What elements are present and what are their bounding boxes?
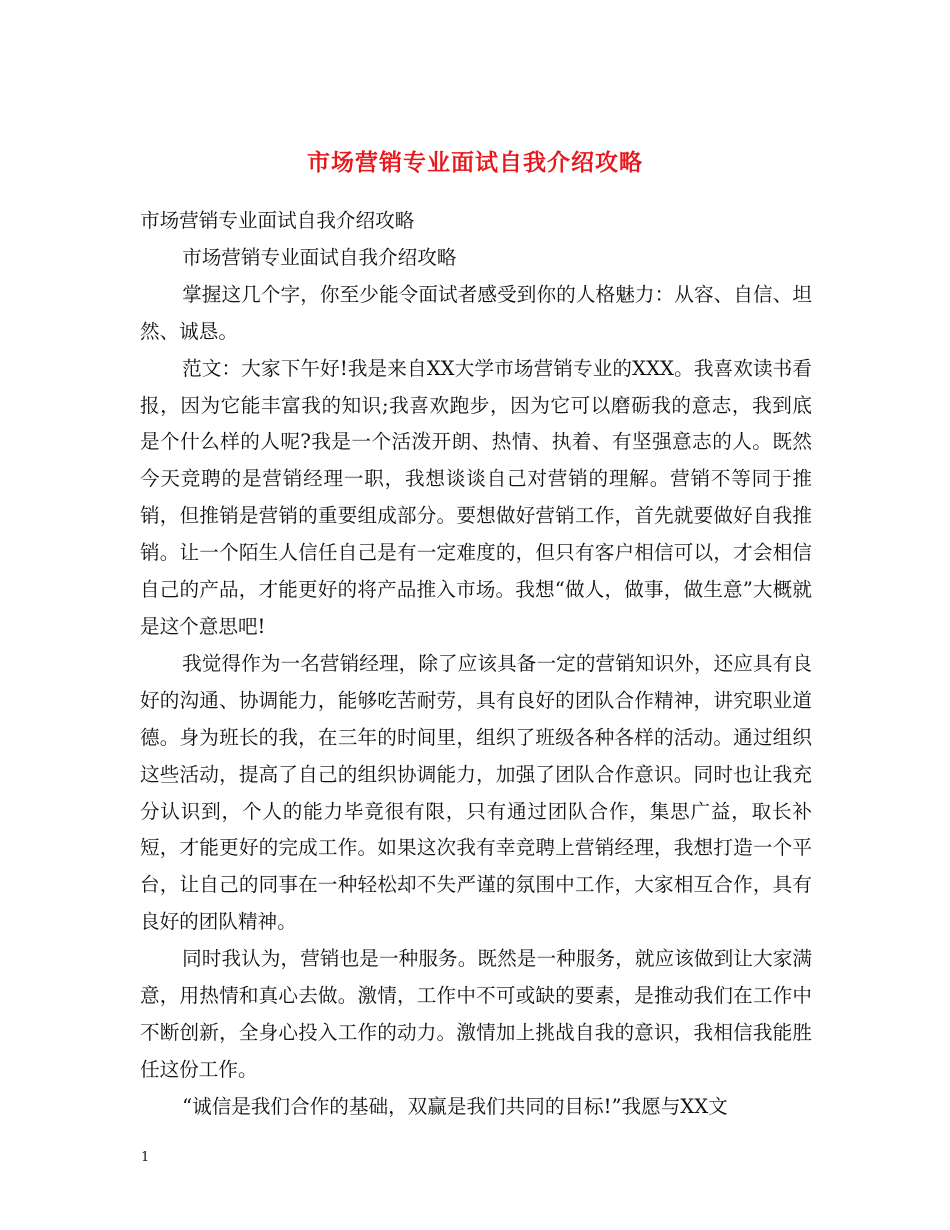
body-paragraph-heading: 市场营销专业面试自我介绍攻略 bbox=[140, 209, 415, 232]
body-paragraph-subheading: 市场营销专业面试自我介绍攻略 bbox=[182, 245, 457, 269]
page-number: 1 bbox=[141, 1150, 150, 1165]
body-paragraph-sample: 范文：大家下午好!我是来自XX大学市场营销专业的XXX。我喜欢读书看报，因为它能丰富我的知识;我喜欢跑步，因为它可以磨砺我的意志，我到底是个什么样的人呢?我是一个活泼开朗、热情、执着、有坚强意志的人。既然今天竞聘的是营销经理一职，我想谈谈自己对营销的理解。营销不等同于推销，但推销是营销的重要组成部分。要想做好营销工作，首先就要做好自我推销。让一个陌生人信任自己是有一定难度的，但只有客户相信可以，才会相信自己的产品，才能更好的将产品推入市场。我想“做人，做事，做生意”大概就是这个意思吧! bbox=[140, 356, 812, 638]
body-paragraph-service: 同时我认为，营销也是一种服务。既然是一种服务，就应该做到让大家满意，用热情和真心去做。激情，工作中不可或缺的要素，是推动我们在工作中不断创新，全身心投入工作的动力。激情加上挑战自我的意识，我相信我能胜任这份工作。 bbox=[140, 947, 812, 1081]
body-paragraph-closing: “诚信是我们合作的基础，双赢是我们共同的目标!”我愿与XX文 bbox=[182, 1094, 728, 1118]
body-paragraph-intro: 掌握这几个字，你至少能令面试者感受到你的人格魅力：从容、自信、坦然、诚恳。 bbox=[140, 282, 812, 343]
body-paragraph-manager: 我觉得作为一名营销经理，除了应该具备一定的营销知识外，还应具有良好的沟通、协调能力，能够吃苦耐劳，具有良好的团队合作精神，讲究职业道德。身为班长的我，在三年的时间里，组织了班级各种各样的活动。通过组织这些活动，提高了自己的组织协调能力，加强了团队合作意识。同时也让我充分认识到，个人的能力毕竟很有限，只有通过团队合作，集思广益，取长补短，才能更好的完成工作。如果这次我有幸竞聘上营销经理，我想打造一个平台，让自己的同事在一种轻松却不失严谨的氛围中工作，大家相互合作，具有良好的团队精神。 bbox=[140, 651, 812, 934]
document-body bbox=[140, 203, 812, 1126]
document-title: 市场营销专业面试自我介绍攻略 bbox=[307, 149, 643, 177]
